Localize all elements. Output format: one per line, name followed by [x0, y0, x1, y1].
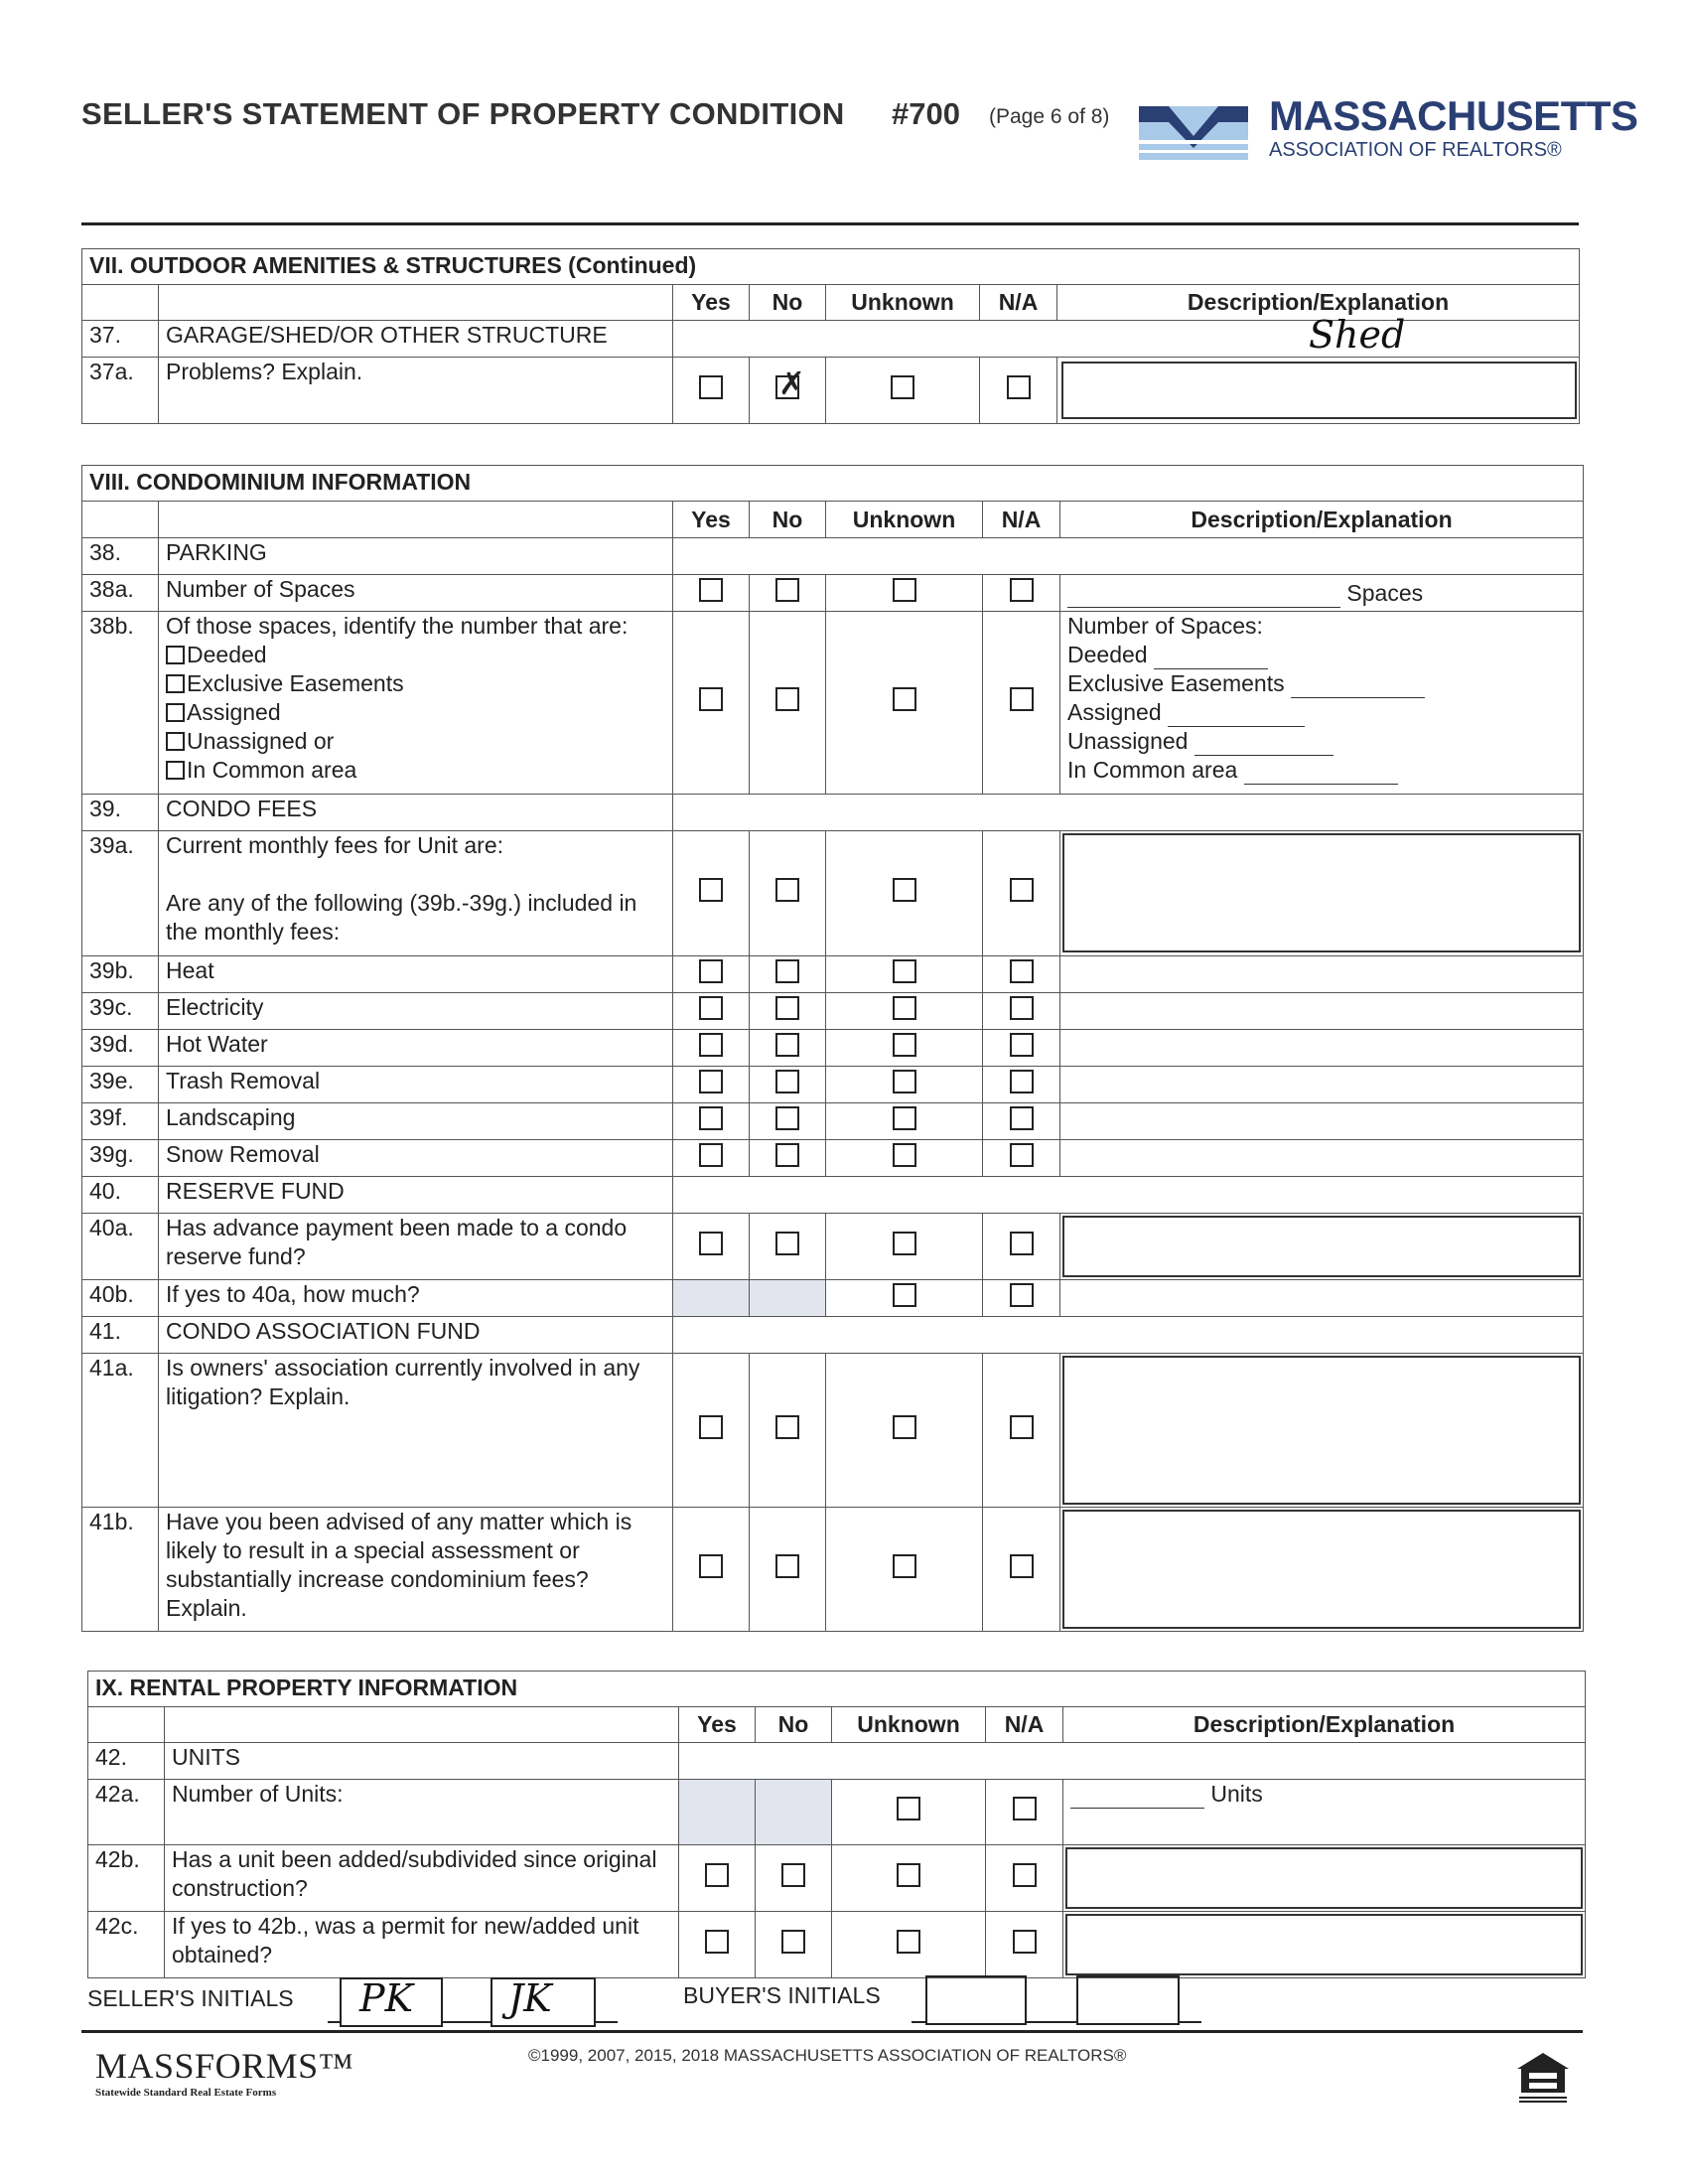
col-unknown: Unknown — [826, 285, 980, 321]
seller-initials-label: SELLER'S INITIALS — [87, 1985, 294, 2011]
section-title: VIII. CONDOMINIUM INFORMATION — [82, 466, 1584, 502]
row-number: 41b. — [82, 1508, 159, 1632]
row-label: Hot Water — [159, 1030, 673, 1067]
row-label: Is owners' association currently involved in any litigation? Explain. — [159, 1354, 673, 1508]
checkbox-yes[interactable] — [705, 1863, 729, 1887]
checkbox-no[interactable] — [775, 578, 799, 602]
checkbox-no[interactable] — [781, 1863, 805, 1887]
row-number: 42. — [88, 1743, 165, 1780]
checkbox-no[interactable] — [775, 1106, 799, 1130]
col-na: N/A — [983, 502, 1060, 538]
checkbox-yes[interactable] — [699, 996, 723, 1020]
section-outdoor-amenities — [81, 248, 1580, 424]
col-no: No — [750, 285, 826, 321]
checkbox-na[interactable] — [1007, 375, 1031, 399]
checkbox-na[interactable] — [1010, 1106, 1034, 1130]
row-label: PARKING — [159, 538, 673, 575]
description-line[interactable] — [1060, 956, 1584, 993]
page-indicator: (Page 6 of 8) — [989, 105, 1110, 128]
row-number: 39f. — [82, 1103, 159, 1140]
units-label: Units — [1210, 1781, 1263, 1807]
row-label: Trash Removal — [159, 1067, 673, 1103]
checkbox-no[interactable] — [775, 1232, 799, 1255]
units-field[interactable] — [1070, 1788, 1204, 1809]
description-line[interactable] — [1060, 1280, 1584, 1317]
checkbox-na[interactable] — [1010, 878, 1034, 902]
col-no: No — [756, 1707, 832, 1743]
checkbox-no[interactable] — [775, 1554, 799, 1578]
form-title: SELLER'S STATEMENT OF PROPERTY CONDITION — [81, 96, 845, 131]
description-box[interactable] — [1065, 1914, 1583, 1975]
spaces-common-field[interactable] — [1244, 764, 1398, 785]
checkbox-na[interactable] — [1013, 1863, 1037, 1887]
row-label: Problems? Explain. — [159, 358, 673, 424]
checkbox-na[interactable] — [1010, 687, 1034, 711]
checkbox-unknown[interactable] — [893, 1283, 916, 1307]
handwritten-answer[interactable]: Shed — [1309, 313, 1406, 357]
row-label: Number of Spaces — [159, 575, 673, 612]
checkbox-unknown[interactable] — [893, 578, 916, 602]
checkbox-unknown[interactable] — [897, 1863, 920, 1887]
initials-line — [328, 2021, 340, 2023]
checkbox-yes[interactable] — [699, 1033, 723, 1057]
checkbox-yes[interactable] — [705, 1930, 729, 1954]
checkbox-na[interactable] — [1010, 1070, 1034, 1093]
spaces-unassigned-field[interactable] — [1194, 735, 1334, 756]
header-divider — [81, 222, 1579, 225]
form-number: #700 — [892, 96, 960, 131]
checkbox-na[interactable] — [1013, 1797, 1037, 1820]
checkbox-na[interactable] — [1010, 959, 1034, 983]
checkbox-unknown[interactable] — [893, 1143, 916, 1167]
row-number: 37. — [82, 321, 159, 358]
row-number: 38b. — [82, 612, 159, 795]
checkbox-yes[interactable] — [699, 878, 723, 902]
col-unknown: Unknown — [832, 1707, 986, 1743]
row-label: Electricity — [159, 993, 673, 1030]
equal-housing-icon — [1513, 2049, 1573, 2105]
checkbox-unknown[interactable] — [893, 878, 916, 902]
checkbox-no[interactable] — [775, 687, 799, 711]
description-box[interactable] — [1062, 1356, 1581, 1505]
description-line[interactable] — [1060, 1103, 1584, 1140]
checkbox-yes[interactable] — [699, 1070, 723, 1093]
checkbox-unknown[interactable] — [893, 996, 916, 1020]
row-number: 42a. — [88, 1780, 165, 1845]
col-no: No — [750, 502, 826, 538]
col-description: Description/Explanation — [1057, 285, 1580, 321]
checkbox-unknown[interactable] — [893, 959, 916, 983]
checkbox-unknown[interactable] — [893, 1415, 916, 1439]
checkbox-no[interactable] — [781, 1930, 805, 1954]
row-number: 42b. — [88, 1845, 165, 1912]
row-number: 39e. — [82, 1067, 159, 1103]
initials-line — [912, 2021, 925, 2023]
checkbox-yes[interactable] — [699, 1232, 723, 1255]
option-unassigned[interactable]: Unassigned or — [166, 727, 665, 756]
spaces-title: Number of Spaces: — [1067, 613, 1263, 639]
row-label: Snow Removal — [159, 1140, 673, 1177]
spaces-assigned-label: Assigned — [1067, 699, 1162, 725]
row-number: 39a. — [82, 831, 159, 956]
row-label: Heat — [159, 956, 673, 993]
row-number: 40b. — [82, 1280, 159, 1317]
checkbox-unknown[interactable] — [897, 1930, 920, 1954]
buyer-initials-label: BUYER'S INITIALS — [683, 1982, 881, 2008]
initials-line — [596, 2021, 618, 2023]
checkbox-unknown[interactable] — [893, 1070, 916, 1093]
spaces-exclusive-field[interactable] — [1291, 677, 1425, 698]
row-number: 39g. — [82, 1140, 159, 1177]
checkbox-na[interactable] — [1013, 1930, 1037, 1954]
description-box[interactable] — [1065, 1847, 1583, 1909]
checkbox-na[interactable] — [1010, 996, 1034, 1020]
description-box[interactable] — [1062, 833, 1581, 952]
spaces-field[interactable] — [1067, 587, 1340, 608]
checkbox-yes[interactable] — [699, 375, 723, 399]
checkbox-unknown[interactable] — [891, 375, 914, 399]
spaces-unit: Spaces — [1346, 579, 1424, 606]
row-label: Current monthly fees for Unit are: — [166, 832, 504, 858]
checkbox-yes[interactable] — [699, 1143, 723, 1167]
checkbox-unknown[interactable] — [893, 687, 916, 711]
initials-line — [1180, 2021, 1201, 2023]
row-number: 40a. — [82, 1214, 159, 1280]
seller-initials-1: PK — [359, 1976, 413, 2020]
row-number: 38a. — [82, 575, 159, 612]
option-common-area[interactable]: In Common area — [166, 756, 665, 785]
row-label: Have you been advised of any matter which is likely to result in a special assessment or substantially increase condominium fees? Explain. — [159, 1508, 673, 1632]
initials-line — [1027, 2021, 1076, 2023]
description-box[interactable] — [1062, 1216, 1581, 1277]
massforms-logo: MASSFORMS™ — [95, 2046, 354, 2086]
description-line[interactable] — [1060, 1140, 1584, 1177]
checkbox-no[interactable] — [775, 1415, 799, 1439]
col-na: N/A — [980, 285, 1057, 321]
checkbox-na[interactable] — [1010, 1033, 1034, 1057]
buyer-initials-box-2[interactable] — [1076, 1975, 1180, 2025]
massforms-tagline: Statewide Standard Real Estate Forms — [95, 2087, 277, 2099]
col-na: N/A — [986, 1707, 1063, 1743]
checkbox-unknown[interactable] — [897, 1797, 920, 1820]
row-label: Landscaping — [159, 1103, 673, 1140]
col-unknown: Unknown — [826, 502, 983, 538]
checkbox-no[interactable] — [775, 1033, 799, 1057]
org-name: MASSACHUSETTS — [1269, 92, 1638, 139]
spaces-assigned-field[interactable] — [1168, 706, 1305, 727]
section-rental-property — [87, 1671, 1586, 1978]
spaces-deeded-field[interactable] — [1154, 649, 1268, 669]
col-description: Description/Explanation — [1060, 502, 1584, 538]
checkbox-yes[interactable] — [699, 578, 723, 602]
checkbox-na[interactable] — [1010, 1143, 1034, 1167]
description-line[interactable] — [1060, 1030, 1584, 1067]
col-yes: Yes — [679, 1707, 756, 1743]
buyer-initials-box-1[interactable] — [925, 1975, 1027, 2025]
checkbox-na[interactable] — [1010, 1554, 1034, 1578]
realtors-logo-icon — [1139, 96, 1248, 160]
checkbox-no[interactable] — [775, 878, 799, 902]
col-yes: Yes — [673, 502, 750, 538]
row-sublabel: Are any of the following (39b.-39g.) included in the monthly fees: — [166, 890, 637, 945]
checkbox-no[interactable] — [775, 1143, 799, 1167]
checkbox-yes[interactable] — [699, 1554, 723, 1578]
row-label: If yes to 40a, how much? — [159, 1280, 673, 1317]
section-title: VII. OUTDOOR AMENITIES & STRUCTURES (Continued) — [82, 249, 1580, 285]
row-number: 38. — [82, 538, 159, 575]
checkbox-yes[interactable] — [699, 687, 723, 711]
description-line[interactable] — [1060, 993, 1584, 1030]
row-number: 40. — [82, 1177, 159, 1214]
checkbox-yes[interactable] — [699, 1415, 723, 1439]
row-number: 42c. — [88, 1912, 165, 1978]
checkbox-na[interactable] — [1010, 1232, 1034, 1255]
spaces-exclusive-label: Exclusive Easements — [1067, 670, 1285, 696]
checkbox-unknown[interactable] — [893, 1106, 916, 1130]
row-label: RESERVE FUND — [159, 1177, 673, 1214]
checkbox-unknown[interactable] — [893, 1554, 916, 1578]
row-label: Of those spaces, identify the number that are: — [166, 613, 629, 639]
footer-divider — [81, 2030, 1583, 2033]
row-label: If yes to 42b., was a permit for new/added unit obtained? — [165, 1912, 679, 1978]
spaces-deeded-label: Deeded — [1067, 642, 1148, 667]
checkbox-yes[interactable] — [699, 959, 723, 983]
row-number: 39c. — [82, 993, 159, 1030]
section-condominium — [81, 465, 1584, 1632]
checkbox-yes[interactable] — [699, 1106, 723, 1130]
copyright: ©1999, 2007, 2015, 2018 MASSACHUSETTS ASSOCIATION OF REALTORS® — [528, 2046, 1127, 2065]
row-number: 39d. — [82, 1030, 159, 1067]
checkbox-no[interactable] — [775, 1070, 799, 1093]
seller-initials-2: JK — [508, 1976, 552, 2020]
initials-line — [443, 2021, 491, 2023]
row-number: 41. — [82, 1317, 159, 1354]
spaces-unassigned-label: Unassigned — [1067, 728, 1189, 754]
checkbox-na[interactable] — [1010, 1415, 1034, 1439]
row-label: Has a unit been added/subdivided since original construction? — [165, 1845, 679, 1912]
row-number: 41a. — [82, 1354, 159, 1508]
col-yes: Yes — [673, 285, 750, 321]
checkbox-no[interactable] — [775, 959, 799, 983]
spaces-common-label: In Common area — [1067, 757, 1238, 783]
row-label: Number of Units: — [165, 1780, 679, 1845]
option-assigned[interactable]: Assigned — [166, 698, 665, 727]
row-label: GARAGE/SHED/OR OTHER STRUCTURE — [159, 321, 673, 358]
section-title: IX. RENTAL PROPERTY INFORMATION — [88, 1672, 1586, 1707]
checkbox-unknown[interactable] — [893, 1033, 916, 1057]
description-line[interactable] — [1060, 1067, 1584, 1103]
checkbox-no-checked[interactable] — [775, 375, 799, 399]
description-box[interactable] — [1062, 1510, 1581, 1629]
checkbox-no[interactable] — [775, 996, 799, 1020]
col-description: Description/Explanation — [1063, 1707, 1586, 1743]
option-deeded[interactable]: Deeded — [166, 641, 665, 669]
row-number: 39b. — [82, 956, 159, 993]
row-label: CONDO ASSOCIATION FUND — [159, 1317, 673, 1354]
row-number: 37a. — [82, 358, 159, 424]
org-subtitle: ASSOCIATION OF REALTORS® — [1269, 139, 1562, 161]
option-exclusive-easements[interactable]: Exclusive Easements — [166, 669, 665, 698]
checkbox-na[interactable] — [1010, 578, 1034, 602]
checkbox-unknown[interactable] — [893, 1232, 916, 1255]
description-box[interactable] — [1061, 362, 1577, 419]
checkbox-na[interactable] — [1010, 1283, 1034, 1307]
row-label: Has advance payment been made to a condo reserve fund? — [159, 1214, 673, 1280]
row-number: 39. — [82, 795, 159, 831]
row-label: UNITS — [165, 1743, 679, 1780]
row-label: CONDO FEES — [159, 795, 673, 831]
